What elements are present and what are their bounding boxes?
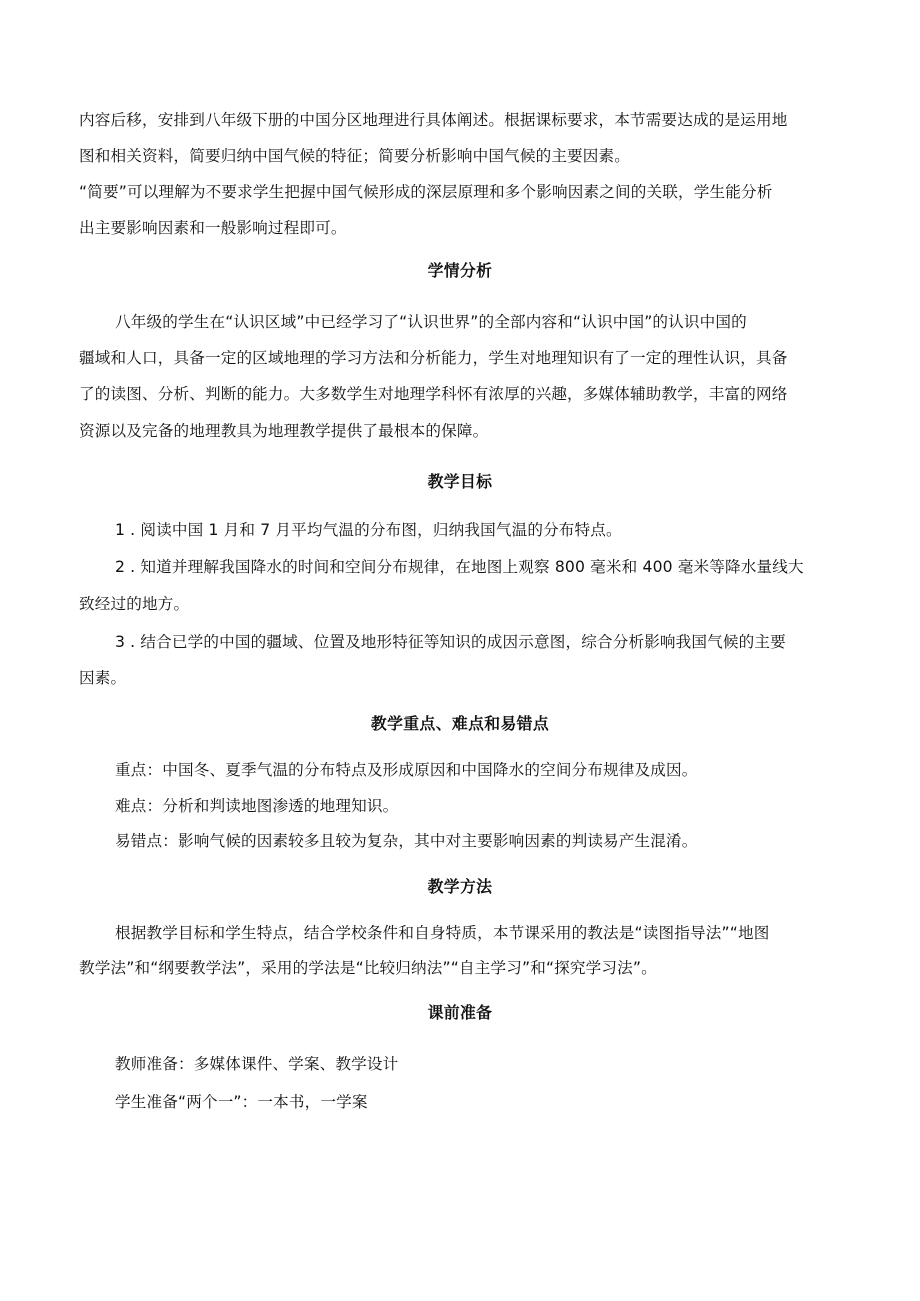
teaching-goal-line: 致经过的地方。 bbox=[79, 595, 190, 613]
teaching-methods-line: 根据教学目标和学生特点，结合学校条件和自身特质，本节课采用的教法是“读图指导法”“地图 bbox=[115, 924, 770, 942]
teaching-goal-line: 2 . 知道并理解我国降水的时间和空间分布规律，在地图上观察 800 毫米和 400 毫米等降水量线大 bbox=[115, 558, 804, 576]
section-heading-student-analysis: 学情分析 bbox=[427, 261, 493, 280]
section-heading-teaching-methods: 教学方法 bbox=[427, 877, 493, 896]
student-analysis-line: 八年级的学生在“认识区域”中已经学习了“认识世界”的全部内容和“认识中国”的认识中国的 bbox=[115, 313, 747, 331]
preparation-line: 教师准备：多媒体课件、学案、教学设计 bbox=[115, 1055, 399, 1073]
student-analysis-line: 疆域和人口，具备一定的区域地理的学习方法和分析能力，学生对地理知识有了一定的理性认识，具备 bbox=[79, 349, 788, 367]
section-heading-key-points: 教学重点、难点和易错点 bbox=[370, 714, 550, 733]
key-points-line: 重点：中国冬、夏季气温的分布特点及形成原因和中国降水的空间分布规律及成因。 bbox=[115, 761, 698, 779]
teaching-goal-line: 1 . 阅读中国 1 月和 7 月平均气温的分布图，归纳我国气温的分布特点。 bbox=[115, 521, 622, 539]
key-points-line: 难点：分析和判读地图渗透的地理知识。 bbox=[115, 797, 399, 815]
section-heading-preparation: 课前准备 bbox=[427, 1003, 493, 1022]
section-heading-teaching-goals: 教学目标 bbox=[427, 472, 493, 491]
preparation-line: 学生准备“两个一”：一本书，一学案 bbox=[115, 1093, 368, 1111]
student-analysis-line: 了的读图、分析、判断的能力。大多数学生对地理学科怀有浓厚的兴趣，多媒体辅助教学，丰富的网络 bbox=[79, 385, 788, 403]
intro-line: 图和相关资料，简要归纳中国气候的特征；简要分析影响中国气候的主要因素。 bbox=[79, 147, 631, 165]
teaching-goal-line: 因素。 bbox=[79, 669, 127, 687]
intro-line: 内容后移，安排到八年级下册的中国分区地理进行具体阐述。根据课标要求，本节需要达成的是运用地 bbox=[79, 111, 788, 129]
teaching-goal-line: 3 . 结合已学的中国的疆域、位置及地形特征等知识的成因示意图，综合分析影响我国气候的主要 bbox=[115, 633, 786, 651]
intro-line: “简要”可以理解为不要求学生把握中国气候形成的深层原理和多个影响因素之间的关联，学生能分析 bbox=[79, 183, 773, 201]
key-points-line: 易错点：影响气候的因素较多且较为复杂，其中对主要影响因素的判读易产生混淆。 bbox=[115, 832, 698, 850]
intro-line: 出主要影响因素和一般影响过程即可。 bbox=[79, 219, 347, 237]
teaching-methods-line: 教学法”和“纲要教学法”，采用的学法是“比较归纳法”“自主学习”和“探究学习法”。 bbox=[79, 959, 657, 977]
student-analysis-line: 资源以及完备的地理教具为地理教学提供了最根本的保障。 bbox=[79, 422, 489, 440]
